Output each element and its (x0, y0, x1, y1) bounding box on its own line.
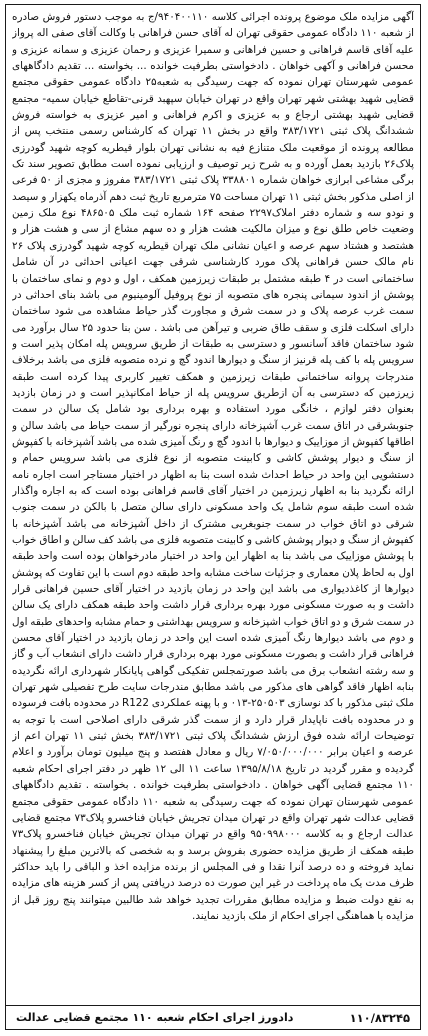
auction-notice (5, 4, 421, 1030)
footer-signature: دادورز اجرای احکام شعبه ۱۱۰ مجتمع قضایی عدالت (16, 1011, 294, 1024)
footer-code: ۱۱۰/۸۳۲۴۵ (349, 1010, 410, 1025)
notice-body-text: آگهی مزایده ملک موضوع پرونده اجرائی کلاسه ۹۴۰۴۰۰۱۱۰/ج به موجب دستور فروش صادره از شعبه ۱۱۰ دادگاه عمومی حقوقی تهران له آقای حسن فراهانی با وکالت آقای صفی اله پرواز علیه آقای قاسم فراهانی و حسین فراهانی و سمیرا عزیزی و رحمان عزیزی و سمانه عزیزی و محسن فراهانی و آکهی خواهان . دادخواستی بطرفیت خوانده ... بخواسته ... تقدیم دادگاههای عمومی شهرستان تهران نموده که جهت رسیدگی به شعبه۲۵ دادگاه عمومی حقوقی مجتمع قضایی شهید بهشتی شهر تهران واقع در تهران خیابان سپهبد قرنی-تقاطع خیابان سمیه- مجتمع قضایی شهید بهشتی ارجاع و به عزیزی و اکرم فراهانی و امیر عزیزی به خواسته فروش ششدانگ پلاک ثبتی ۳۸۳/۱۷۲۱ واقع در بخش ۱۱ تهران که کارشناس رسمی منتخب پس از مطالعه پرونده از موقعیت ملک متنازع فیه به نشانی تهران بلوار قیطریه کوچه شهید گودرزی پلاک۲۶ بازدید بعمل آورده و به شرح زیر توصیف و ارزیابی نموده است مطابق تصویر سند تک برگی مشاعی ابرازی خواهان شماره ۳۳۸۸۰۱ پلاک ثبتی ۳۸۳/۱۷۲۱ مفروز و مجزی از ۵۰ فرعی از اصلی مذکور بخش ثبتی ۱۱ تهران مساحت ۷۵ مترمربع تاریخ ثبت دهم آذرماه یکهزار و سیصد و نودو سه و شماره دفتر املاک۲۲۹۷ صفحه ۱۶۴ شماره ثبت ملک ۴۸۶۵۰۵ نوع ملک زمین وضعیت خاص طلق نوع و میزان مالکیت هشت هزار و ده سهم مشاع از سی و هشت هزار و هشتصد و هشتاد سهم عرصه و اعیان نشانی ملک تهران قیطریه کوچه شهید گودرزی پلاک ۲۶ نام مالک حسن فراهانی پلاک مورد کارشناسی شرقی جهت اعیانی احداثی در آن شامل ساختمانی است در ۴ طبقه مشتمل بر طبقات زیرزمین همکف ، اول و دوم و نمای ساختمان با پوشش از اندود سیمانی پنجره های متصوبه از نوع پروفیل آلومینیوم می باشد بنای احداثی در سمت غرب عرصه پلاک و در سمت شرق و مجاورت گذر حیاط مشاهده می شود ساختمان دارای اسکلت فلزی و سقف طاق ضربی و تیرآهن می باشد . سن بنا حدود ۲۵ سال برآورد می شود ساختمان فاقد آسانسور و دسترسی به طبقات از طریق سرویس پله امکان پذیر است و سرویس پله با کف پله قرنیز از سنگ و دیوارها اندود گچ و نرده متصوبه فلزی می باشد برخلاف مندرجات پروانه ساختمانی طبقات زیرزمین و همکف تغییر کاربری پیدا کرده است طبقه زیرزمین که دسترسی به آن ازطریق سرویس پله از حیاط امکانپذیر است و در زمان بازدید بعنوان دفتر لوازم ، خانگی مورد استفاده و بهره برداری بود شامل یک سالن در سمت جنوبشرقی در اتاق سمت غرب آشپزخانه دارای پنجره نورگیر از سمت حیاط می باشد سالن و اطاقها کفپوش از موزاییک و دیوارها با اندود گچ و رنگ آمیزی شده می باشد آشپزخانه با کفپوش از سنگ و دیوار پوشش کاشی و کابینت متصوبه از نوع فلزی می باشد سرویس حمام و دستشویی این واحد در حیاط احداث شده است بنا به اظهار در اختیار مستاجر است اجاره نامه ارائه نگردید بنا به اظهار زیرزمین در اختیار آقای قاسم فراهانی بوده است که به اجاره واگذار شده است طبقه سوم شامل یک واحد مسکونی دارای سالن متصل با بالکن در سمت جنوب شرقی دو اتاق خواب در سمت جنوبغربی مشترک از داخل آشپزخانه می باشد آشپزخانه با کفپوش از سنگ و دیوار پوشش کاشی و کابینت متصوبه فلزی می باشد کف سالن و اطاق خواب با پوشش موزاییک می باشد بنا به اظهار این واحد در اختیار مادرخواهان بوده است واحد طبقه اول به لحاظ پلان معماری و جزئیات ساخت مشابه واحد طبقه دوم است با این تفاوت که پوشش دیوارها از کاغذدیواری می باشد این واحد در زمان بازدید در اختیار آقای حسین فراهانی قرار داشت و به صورت مسکونی مورد بهره برداری قرار داشت واحد طبقه همکف دارای یک سالن در سمت شرق و دو اتاق خواب اشپزخانه و سرویس بهداشتی و حمام مشابه واحدهای طبقه اول و دوم می باشد دیوارها رنگ آمیزی شده است این واحد در زمان بازدید در اختیار آقای محسن فراهانی قرار داشت و بصورت مسکونی مورد بهره برداری قرار داشت دارای انشعاب آب و گاز و سه رشته انشعاب برق می باشد صورتمجلس تفکیکی گواهی پایانکار شهرداری ارائه نگردیده بنابه اظهار فاقد گواهی های مذکور می باشد مطابق مندرجات سایت طرح تفصیلی شهر تهران ملک ثبتی مذکور با کد نوسازی ۲۵۰۵۰۳-۰۱۳ و با پهنه عملکردی R122 در محدوده بافت فرسوده و در محدوده بافت ناپایدار قرار دارد و از سمت گذر شرقی دارای اصلاحی است با توجه به توضیحات ارائه شده فوق ارزش ششدانگ پلاک ثبتی ۳۸۳/۱۷۲۱ بخش ثبتی ۱۱ تهران اعم از عرصه و اعیان برابر ۷/۰۵۰/۰۰۰/۰۰۰ ریال و معادل هفتصد و پنج میلیون تومان برآورد و اعلام گردیده و مقرر گردید در تاریخ ۱۳۹۵/۸/۱۸ ساعت ۱۱ الی ۱۲ ظهر در دفتر اجرای احکام شعبه ۱۱۰ مجتمع قضایی آگهی خواهان . دادخواستی بطرفیت خوانده . بخواسته . تقدیم دادگاههای عمومی شهرستان تهران نموده که جهت رسیدگی به شعبه ۱۱۰ دادگاه عمومی حقوقی مجتمع قضایی عدالت شهر تهران واقع در تهران میدان تجریش خیابان فناخسرو پلاک۷۳ مجتمع قضایی عدالت ارجاع و به کلاسه ۹۵۰۹۹۸۰۰۰ واقع در تهران میدان تجریش خیابان فناخسرو پلاک۷۳ طبقه همکف از طریق مزایده حضوری بفروش برسد و به شخصی که بالاترین مبلغ را پیشنهاد نماید فروخته و ده درصد آنرا نقدا و فی المجلس از برنده مزایده اخذ و الباقی را باید حداکثر ظرف مدت یک ماه پرداخت در غیر این صورت ده درصد دریافتی پس از کسر هزینه های مزایده به نفع دولت ضبط و مزایده مطابق مقررات تجدید خواهد شد طالبین میتوانند پنج روز قبل از مزایده با هماهنگی اجرای احکام از ملک بازدید نمایند. (12, 11, 414, 922)
notice-footer (6, 1005, 420, 1029)
